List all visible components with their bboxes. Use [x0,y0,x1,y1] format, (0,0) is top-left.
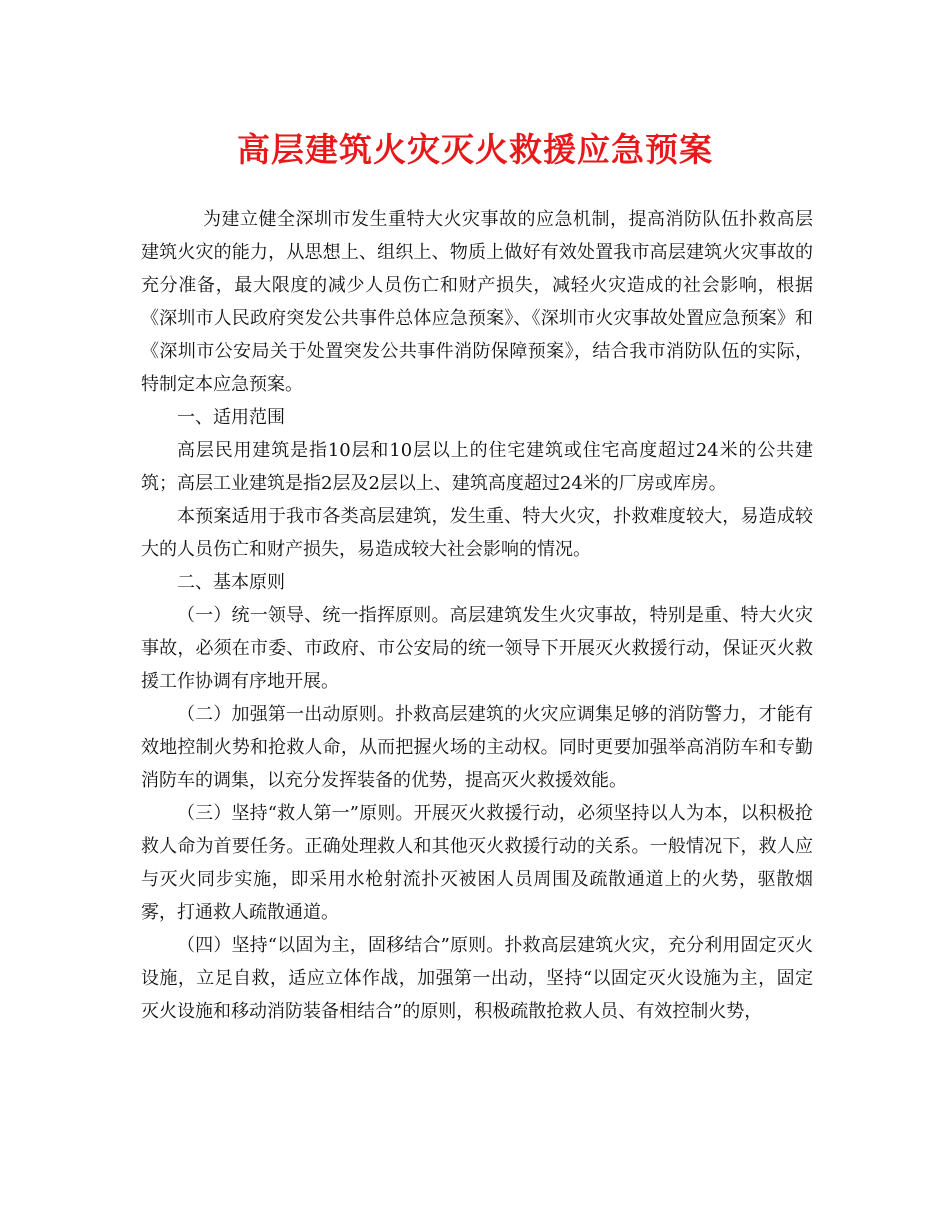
intro-paragraph: 为建立健全深圳市发生重特大火灾事故的应急机制，提高消防队伍扑救高层建筑火灾的能力，从思想上、组织上、物质上做好有效处置我市高层建筑火灾事故的充分准备，最大限度的减少人员伤亡和财产损失，减轻火灾造成的社会影响，根据《深圳市人民政府突发公共事件总体应急预案》、《深圳市火灾事故处置应急预案》和《深圳市公安局关于处置突发公共事件消防保障预案》，结合我市消防队伍的实际，特制定本应急预案。 [141,209,813,395]
principle-4-paragraph: （四）坚持“以固为主，固移结合”原则。扑救高层建筑火灾，充分利用固定灭火设施，立足自救，适应立体作战，加强第一出动，坚持“以固定灭火设施为主，固定灭火设施和移动消防装备相结合”的原则，积极疏散抢救人员、有效控制火势， [141,935,813,1022]
scope-definition-paragraph: 高层民用建筑是指10层和10层以上的住宅建筑或住宅高度超过24米的公共建筑；高层工业建筑是指2层及2层以上、建筑高度超过24米的厂房或库房。 [141,440,813,494]
section-heading-scope: 一、适用范围 [177,407,285,428]
principle-3-paragraph: （三）坚持“救人第一”原则。开展灭火救援行动，必须坚持以人为本，以积极抢救人命为首要任务。正确处理救人和其他灭火救援行动的关系。一般情况下，救人应与灭火同步实施，即采用水枪射流扑灭被困人员周围及疏散通道上的火势，驱散烟雾，打通救人疏散通道。 [141,803,813,923]
scope-applicability-paragraph: 本预案适用于我市各类高层建筑，发生重、特大火灾，扑救难度较大，易造成较大的人员伤亡和财产损失，易造成较大社会影响的情况。 [141,506,813,560]
section-heading-principles: 二、基本原则 [177,572,285,593]
document-body [141,203,813,1028]
principle-1-paragraph: （一）统一领导、统一指挥原则。高层建筑发生火灾事故，特别是重、特大火灾事故，必须在市委、市政府、市公安局的统一领导下开展灭火救援行动，保证灭火救援工作协调有序地开展。 [141,605,813,692]
principle-2-paragraph: （二）加强第一出动原则。扑救高层建筑的火灾应调集足够的消防警力，才能有效地控制火势和抢救人命，从而把握火场的主动权。同时更要加强举高消防车和专勤消防车的调集，以充分发挥装备的优势，提高灭火救援效能。 [141,704,813,791]
document-title: 高层建筑火灾灭火救援应急预案 [237,130,713,169]
